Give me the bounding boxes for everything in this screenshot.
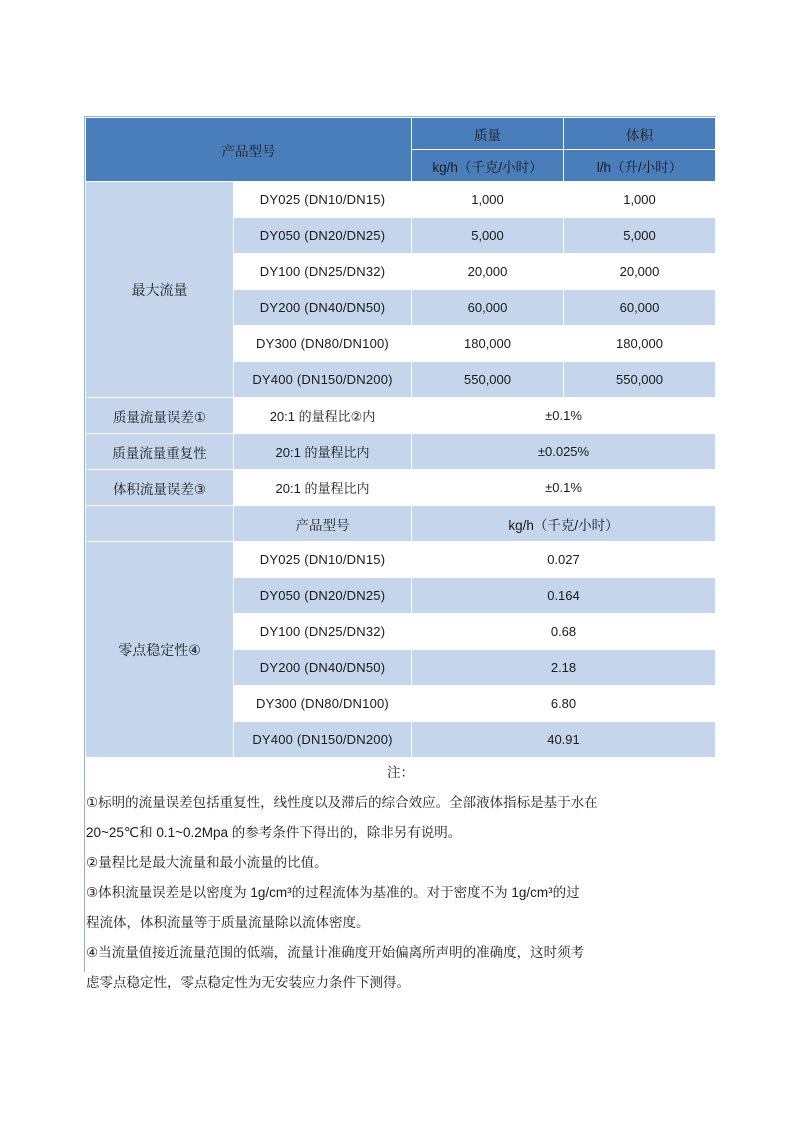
- cell-model: DY025 (DN10/DN15): [234, 182, 412, 218]
- cell-volume: 20,000: [564, 254, 716, 290]
- note-item: ④当流量值接近流量范围的低端，流量计准确度开始偏离所声明的准确度，这时须考: [86, 945, 585, 960]
- section-label-max-flow: 最大流量: [86, 182, 234, 398]
- note-item: 程流体，体积流量等于质量流量除以流体密度。: [86, 915, 370, 930]
- table-row: [86, 182, 716, 218]
- note-item: ②量程比是最大流量和最小流量的比值。: [86, 855, 328, 870]
- notes-title: 注：: [387, 765, 414, 780]
- cell-value: ±0.1%: [412, 470, 716, 506]
- header-product-model: 产品型号: [86, 118, 412, 182]
- table-row: [86, 542, 716, 578]
- table-header-row: [86, 118, 716, 150]
- cell-condition: 20:1 的量程比内: [234, 470, 412, 506]
- header-mass: 质量: [412, 118, 564, 150]
- cell-volume: 60,000: [564, 290, 716, 326]
- cell-model: DY050 (DN20/DN25): [234, 578, 412, 614]
- cell-model: DY300 (DN80/DN100): [234, 326, 412, 362]
- cell-model: DY300 (DN80/DN100): [234, 686, 412, 722]
- cell-model: DY050 (DN20/DN25): [234, 218, 412, 254]
- note-item: ①标明的流量误差包括重复性，线性度以及滞后的综合效应。全部液体指标是基于水在: [86, 795, 598, 810]
- cell-mass: 1,000: [412, 182, 564, 218]
- row-label-mass-repeatability: 质量流量重复性: [86, 434, 234, 470]
- cell-value: 0.164: [412, 578, 716, 614]
- cell-model: DY100 (DN25/DN32): [234, 254, 412, 290]
- cell-model: DY400 (DN150/DN200): [234, 722, 412, 758]
- cell-model: DY200 (DN40/DN50): [234, 290, 412, 326]
- cell-model: DY200 (DN40/DN50): [234, 650, 412, 686]
- cell-volume: 550,000: [564, 362, 716, 398]
- note-item: 20~25℃和 0.1~0.2Mpa 的参考条件下得出的，除非另有说明。: [86, 825, 462, 840]
- cell-value: 40.91: [412, 722, 716, 758]
- cell-mass: 180,000: [412, 326, 564, 362]
- row-label-volume-error: 体积流量误差③: [86, 470, 234, 506]
- header-volume-unit: l/h（升/小时）: [564, 150, 716, 182]
- cell-value: 2.18: [412, 650, 716, 686]
- subheader-product-model: 产品型号: [234, 506, 412, 542]
- cell-volume: 180,000: [564, 326, 716, 362]
- table-row: [86, 434, 716, 470]
- cell-mass: 5,000: [412, 218, 564, 254]
- table-row: [86, 398, 716, 434]
- cell-value: ±0.025%: [412, 434, 716, 470]
- cell-volume: 5,000: [564, 218, 716, 254]
- cell-condition: 20:1 的量程比②内: [234, 398, 412, 434]
- cell-volume: 1,000: [564, 182, 716, 218]
- cell-mass: 20,000: [412, 254, 564, 290]
- row-label-mass-error: 质量流量误差①: [86, 398, 234, 434]
- cell-model: DY025 (DN10/DN15): [234, 542, 412, 578]
- subheader-mass-unit: kg/h（千克/小时）: [412, 506, 716, 542]
- note-item: 虑零点稳定性，零点稳定性为无安装应力条件下测得。: [86, 975, 410, 990]
- notes-row: [86, 758, 716, 999]
- header-mass-unit: kg/h（千克/小时）: [412, 150, 564, 182]
- cell-model: DY100 (DN25/DN32): [234, 614, 412, 650]
- table-subheader-row: [86, 506, 716, 542]
- cell-model: DY400 (DN150/DN200): [234, 362, 412, 398]
- cell-value: 6.80: [412, 686, 716, 722]
- header-volume: 体积: [564, 118, 716, 150]
- cell-mass: 550,000: [412, 362, 564, 398]
- cell-value: 0.68: [412, 614, 716, 650]
- zero-section-corner: [86, 506, 234, 542]
- cell-condition: 20:1 的量程比内: [234, 434, 412, 470]
- table-row: [86, 470, 716, 506]
- note-item: ③体积流量误差是以密度为 1g/cm³的过程流体为基准的。对于密度不为 1g/cm³的过: [86, 885, 580, 900]
- cell-value: ±0.1%: [412, 398, 716, 434]
- notes-block: [86, 758, 716, 999]
- cell-value: 0.027: [412, 542, 716, 578]
- specification-table: [85, 117, 716, 999]
- section-label-zero-stability: 零点稳定性④: [86, 542, 234, 758]
- cell-mass: 60,000: [412, 290, 564, 326]
